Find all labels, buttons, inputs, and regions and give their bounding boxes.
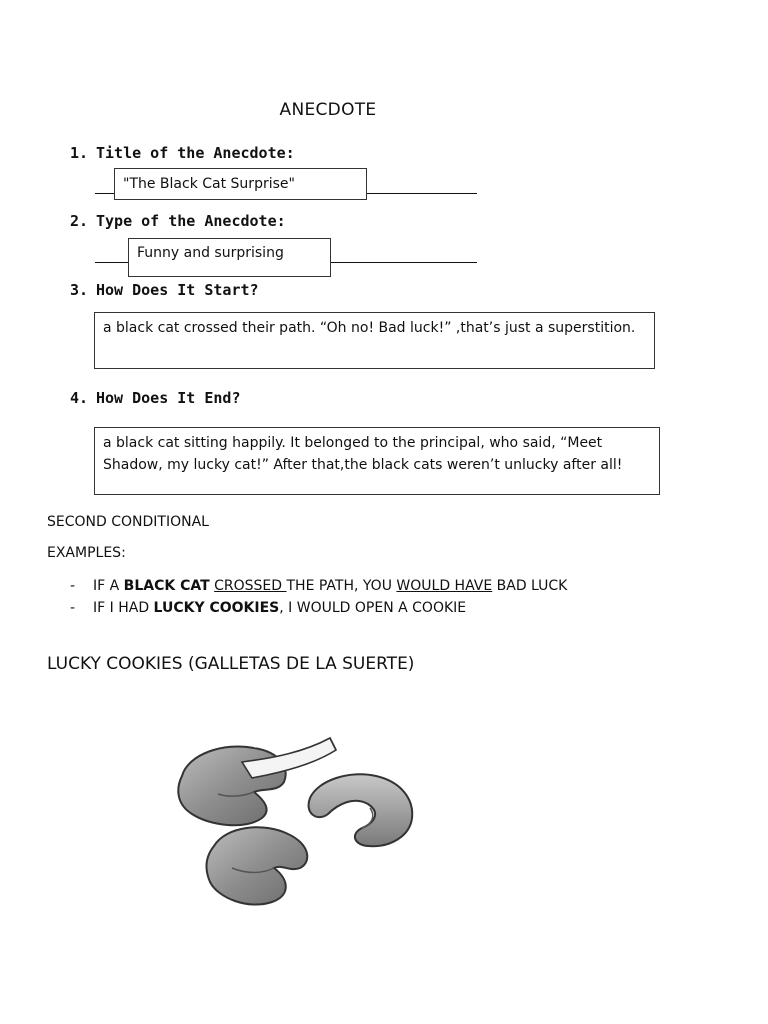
example-text: IF I HAD: [93, 600, 154, 616]
example-item: [70, 600, 466, 616]
answer-text-3: a black cat crossed their path. “Oh no! Bad luck!” ,that’s just a superstition.: [103, 320, 636, 336]
answer-text-4: a black cat sitting happily. It belonged to the principal, who said, “Meet Shadow, my lucky cat!” After that,the black cats weren’t unlucky after all!: [103, 435, 623, 473]
question-3: [70, 281, 259, 299]
example-underlined-text: WOULD HAVE: [396, 578, 493, 594]
example-bold-text: LUCKY COOKIES: [153, 600, 280, 616]
question-label: How Does It End?: [96, 389, 241, 407]
question-label: Type of the Anecdote:: [96, 212, 286, 230]
question-4: [70, 389, 241, 407]
example-text: IF A: [93, 578, 124, 594]
page-title: ANECDOTE: [279, 100, 377, 120]
question-label: Title of the Anecdote:: [96, 144, 295, 162]
example-underlined-text: CROSSED: [214, 578, 287, 594]
example-text: BAD LUCK: [492, 578, 568, 594]
example-text: , I WOULD OPEN A COOKIE: [279, 600, 467, 616]
bullet-dash: -: [70, 600, 76, 616]
question-label: How Does It Start?: [96, 281, 259, 299]
example-bold-text: BLACK CAT: [123, 578, 210, 594]
example-item: [70, 578, 567, 594]
bullet-dash: -: [70, 578, 76, 594]
answer-box-3[interactable]: [94, 312, 655, 369]
examples-label: EXAMPLES:: [47, 545, 126, 561]
answer-box-1[interactable]: [114, 168, 367, 200]
question-number: 3.: [70, 281, 89, 299]
answer-text-1: "The Black Cat Surprise": [123, 176, 295, 192]
fortune-cookies-illustration: [114, 718, 480, 914]
answer-text-2: Funny and surprising: [137, 245, 284, 261]
section-label: SECOND CONDITIONAL: [47, 514, 209, 530]
answer-box-4[interactable]: [94, 427, 660, 495]
fortune-cookies-icon: [114, 718, 480, 914]
cookies-heading: LUCKY COOKIES (GALLETAS DE LA SUERTE): [47, 654, 415, 674]
question-number: 1.: [70, 144, 89, 162]
question-2: [70, 212, 286, 230]
question-number: 4.: [70, 389, 89, 407]
question-1: [70, 144, 295, 162]
answer-box-2[interactable]: [128, 238, 331, 277]
example-text: THE PATH, YOU: [286, 578, 397, 594]
question-number: 2.: [70, 212, 89, 230]
